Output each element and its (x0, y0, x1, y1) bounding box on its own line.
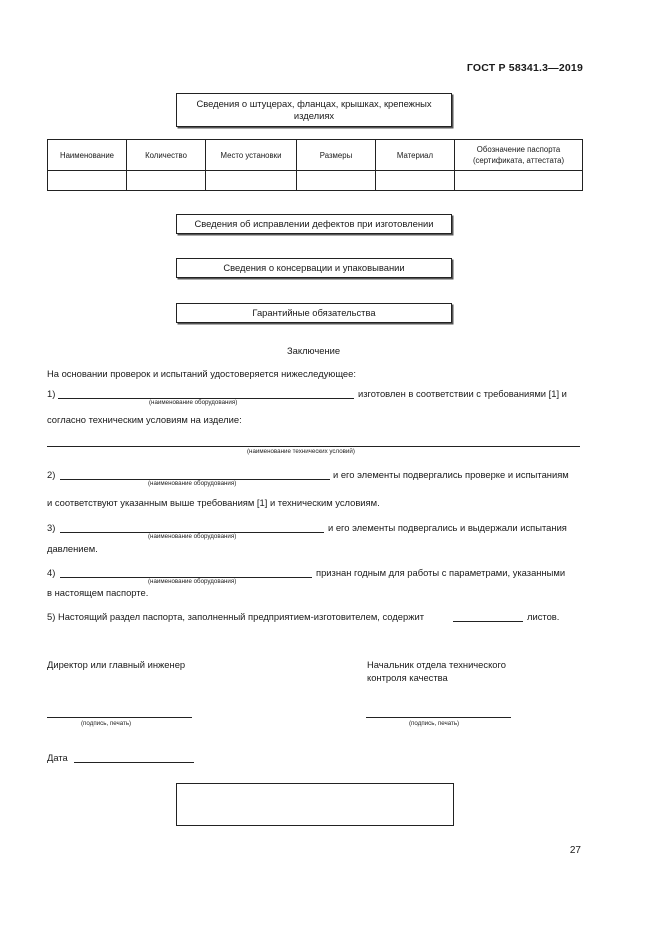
item1-continuation: согласно техническим условиям на изделие: (47, 414, 242, 425)
conclusion-title: Заключение (287, 345, 341, 356)
page-number: 27 (569, 845, 581, 856)
item2-number: 2) (47, 469, 56, 480)
standard-number: ГОСТ Р 58341.3—2019 (466, 62, 583, 74)
item5-tail: листов. (527, 611, 560, 622)
item2-caption: (наименование оборудования) (148, 480, 237, 487)
item3-continuation: давлением. (47, 543, 98, 554)
item1-text: изготовлен в соответствии с требованиями [1] и (358, 388, 567, 399)
table-cell[interactable] (48, 171, 127, 191)
director-signature-caption: (подпись, печать) (81, 720, 132, 727)
table-header-row (48, 140, 583, 171)
section-conservation: Сведения о консервации и упаковывании (176, 258, 452, 278)
item4-number: 4) (47, 567, 56, 578)
item2-text: и его элементы подвергались проверке и испытаниям (333, 469, 569, 480)
column-header: Материал (376, 140, 455, 171)
date-field[interactable] (74, 762, 194, 763)
conclusion-intro: На основании проверок и испытаний удостоверяется нижеследующее: (47, 368, 356, 379)
qc-signature-caption: (подпись, печать) (409, 720, 460, 727)
qc-label-line1: Начальник отдела технического (367, 659, 506, 670)
fittings-table (47, 139, 583, 191)
tu-caption: (наименование технических условий) (247, 448, 355, 455)
item4-text: признан годным для работы с параметрами, указанными (316, 567, 566, 578)
item4-continuation: в настоящем паспорте. (47, 587, 149, 598)
item4-caption: (наименование оборудования) (148, 578, 237, 585)
director-signature-field[interactable] (47, 717, 192, 718)
column-header: Обозначение паспорта (сертификата, аттестата) (455, 140, 583, 171)
section-warranty: Гарантийные обязательства (176, 303, 452, 323)
column-header: Место установки (206, 140, 297, 171)
table-cell[interactable] (376, 171, 455, 191)
item5-text: 5) Настоящий раздел паспорта, заполненный предприятием-изготовителем, содержит (47, 611, 425, 622)
table-cell[interactable] (206, 171, 297, 191)
qc-signature-field[interactable] (366, 717, 511, 718)
qc-label-line2: контроля качества (367, 672, 448, 683)
column-header: Наименование (48, 140, 127, 171)
column-header: Количество (127, 140, 206, 171)
table-cell[interactable] (127, 171, 206, 191)
director-label: Директор или главный инженер (47, 659, 186, 670)
item3-number: 3) (47, 522, 56, 533)
date-label: Дата (47, 752, 68, 763)
table-cell[interactable] (297, 171, 376, 191)
item1-number: 1) (47, 388, 56, 399)
tu-field[interactable] (47, 446, 580, 447)
section-defects: Сведения об исправлении дефектов при изготовлении (176, 214, 452, 234)
table-row (48, 171, 583, 191)
table-cell[interactable] (455, 171, 583, 191)
column-header: Размеры (297, 140, 376, 171)
section-fittings: Сведения о штуцерах, фланцах, крышках, крепежных изделиях (176, 93, 452, 127)
item2-continuation: и соответствуют указанным выше требованиям [1] и техническим условиям. (47, 497, 380, 508)
sheets-count-field[interactable] (453, 621, 523, 622)
item3-text: и его элементы подвергались и выдержали испытания (328, 522, 567, 533)
item1-caption: (наименование оборудования) (149, 399, 238, 406)
item3-caption: (наименование оборудования) (148, 533, 237, 540)
stamp-box (176, 783, 454, 826)
